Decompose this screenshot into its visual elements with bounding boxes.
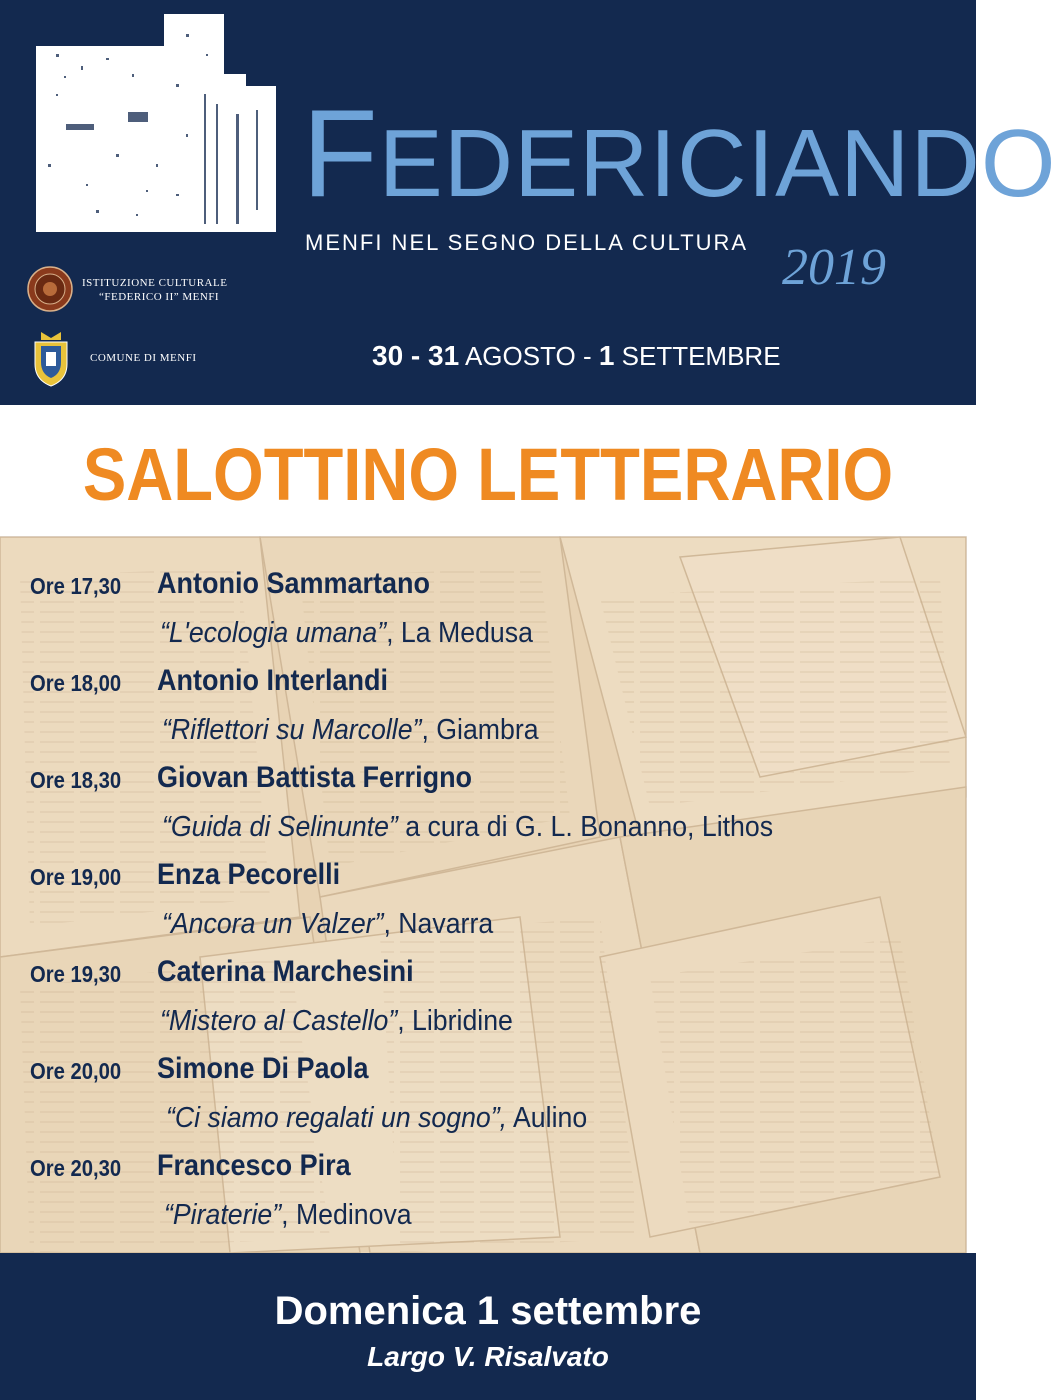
institution-name: [82, 276, 227, 304]
schedule-author: Antonio Interlandi: [157, 664, 388, 697]
schedule-time: Ore 17,30: [30, 573, 122, 599]
book-title: “Guida di Selinunte”: [162, 811, 398, 843]
book-publisher: , Navarra: [383, 908, 494, 940]
book-publisher: a cura di G. L. Bonanno, Lithos: [397, 811, 774, 843]
book-title: “Mistero al Castello”: [160, 1005, 398, 1037]
schedule-list: [0, 537, 966, 1253]
festival-subtitle: MENFI NEL SEGNO DELLA CULTURA: [305, 230, 749, 255]
schedule-author: Francesco Pira: [157, 1149, 351, 1182]
dates-month: AGOSTO -: [459, 341, 599, 371]
event-day: Domenica 1 settembre: [274, 1289, 702, 1333]
schedule-author: Simone Di Paola: [157, 1052, 369, 1085]
schedule-item: [0, 925, 966, 1037]
schedule-author: Giovan Battista Ferrigno: [157, 761, 473, 794]
dates-range: 30 - 31: [372, 340, 460, 371]
schedule-book: [164, 1199, 412, 1232]
dates-day: 1: [598, 340, 615, 371]
schedule-item: [0, 537, 966, 649]
schedule-item: [0, 828, 966, 940]
schedule-author: Enza Pecorelli: [157, 858, 341, 891]
festival-year: 2019: [782, 239, 886, 296]
institution-line1: ISTITUZIONE CULTURALE: [82, 277, 228, 289]
comune-name: COMUNE DI MENFI: [90, 352, 197, 364]
schedule-item: [0, 1022, 966, 1134]
castle-logo: [36, 14, 276, 232]
book-title: “L'ecologia umana”: [160, 617, 387, 649]
book-publisher: , La Medusa: [386, 617, 533, 649]
schedule-time: Ore 20,30: [30, 1155, 122, 1181]
schedule-time: Ore 19,00: [30, 864, 122, 890]
dates-month2: SETTEMBRE: [614, 341, 781, 371]
comune-crest-icon: [27, 328, 75, 388]
schedule-time: Ore 18,30: [30, 767, 122, 793]
book-publisher: , Medinova: [281, 1199, 412, 1231]
book-publisher: , Giambra: [421, 714, 539, 746]
schedule-time: Ore 18,00: [30, 670, 122, 696]
book-title: “Piraterie”: [164, 1199, 282, 1231]
header-banner: [0, 0, 1057, 405]
event-place: Largo V. Risalvato: [367, 1341, 609, 1372]
book-publisher: , Libridine: [397, 1005, 513, 1037]
title-initial: F: [302, 85, 379, 223]
event-dates: [372, 340, 781, 372]
festival-title: [302, 85, 1057, 223]
book-title: “Ancora un Valzer”: [162, 908, 384, 940]
book-title: “Ci siamo regalati un sogno”,: [166, 1102, 508, 1134]
institution-seal-icon: [27, 266, 73, 312]
section-title: SALOTTINO LETTERARIO: [82, 433, 894, 516]
schedule-time: Ore 19,30: [30, 961, 122, 987]
institution-line2: “FEDERICO II” MENFI: [99, 291, 220, 303]
footer-banner: [0, 1253, 976, 1400]
schedule-author: Antonio Sammartano: [157, 567, 431, 600]
schedule-time: Ore 20,00: [30, 1058, 122, 1084]
schedule-item: [0, 1119, 966, 1231]
schedule-item: [0, 731, 966, 843]
book-publisher: Aulino: [507, 1102, 588, 1134]
schedule-author: Caterina Marchesini: [157, 955, 414, 988]
schedule-item: [0, 634, 966, 746]
book-title: “Riflettori su Marcolle”: [162, 714, 422, 746]
title-rest: EDERICIANDO: [378, 110, 1057, 217]
